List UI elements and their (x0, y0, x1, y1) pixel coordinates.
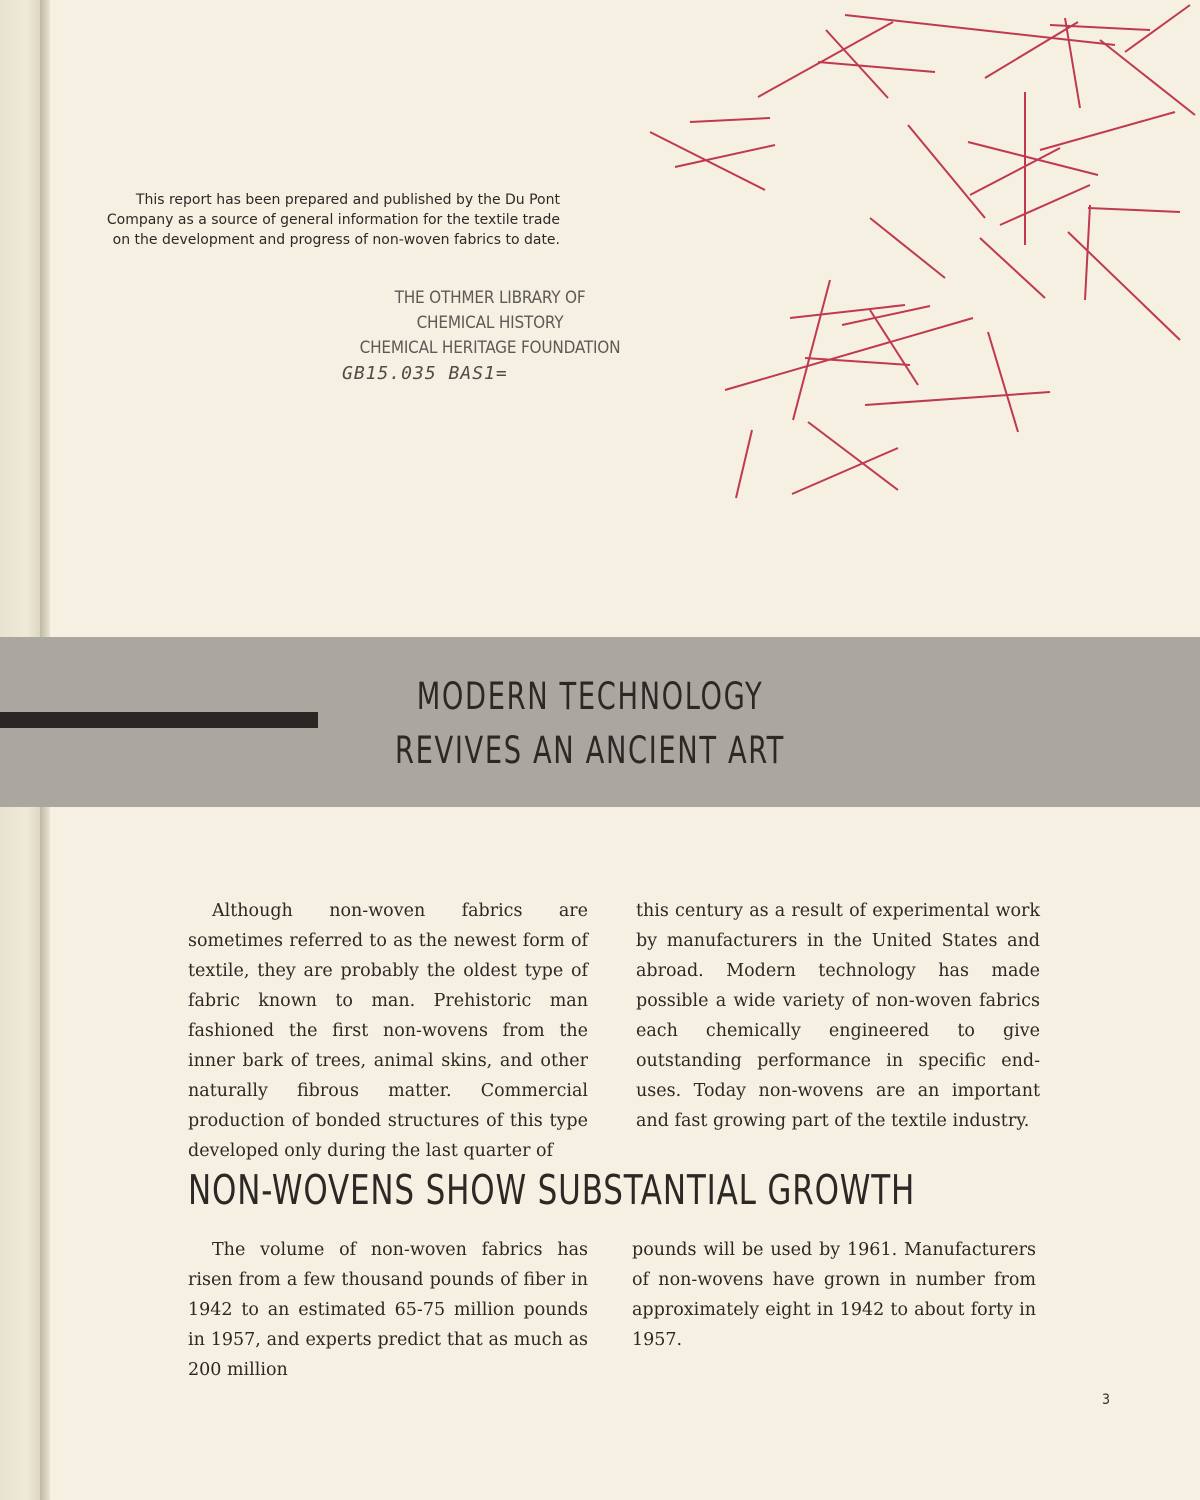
fiber-line (808, 422, 898, 490)
banner-title (320, 670, 860, 778)
fiber-line (908, 125, 985, 218)
section2-column1 (188, 1235, 588, 1385)
stamp-line-3: CHEMICAL HERITAGE FOUNDATION (359, 338, 621, 358)
fiber-line (985, 22, 1078, 78)
intro-note: This report has been prepared and published by the Du Pont Company as a source of general information for the textile trade on the development and progress of non-woven fabrics to date. (106, 192, 560, 248)
fiber-line (1065, 18, 1080, 108)
fiber-line (792, 448, 898, 494)
section1-column2 (636, 896, 1040, 1136)
fiber-line (870, 310, 918, 385)
fiber-line (1088, 208, 1180, 212)
fiber-line (675, 145, 775, 167)
banner-accent-bar (0, 712, 318, 728)
fiber-line (1100, 40, 1195, 115)
banner-title-line-2: REVIVES AN ANCIENT ART (395, 729, 785, 772)
fiber-line (793, 280, 830, 420)
fiber-line (870, 218, 945, 278)
fiber-line (725, 318, 973, 390)
fiber-line (1000, 185, 1090, 225)
section1-column1 (188, 896, 588, 1166)
section2-column2 (632, 1235, 1036, 1355)
page-number: 3 (1102, 1392, 1111, 1408)
library-stamp (330, 286, 650, 386)
fiber-line (845, 15, 1115, 45)
fiber-line (988, 332, 1018, 432)
stamp-line-2: CHEMICAL HISTORY (416, 313, 564, 333)
stamp-line-1: THE OTHMER LIBRARY OF (394, 288, 586, 308)
section1-paragraph-2: this century as a result of experimental work by manufacturers in the United States and abroad. Modern technology has made possible a wide variety of non-woven fabrics each chemically engineered to give outstanding performance in specific end-uses. Today non-wovens are an important and fast growing part of the textile industry. (636, 901, 1040, 1131)
fiber-line (758, 22, 893, 97)
fiber-line (650, 132, 765, 190)
fiber-line (980, 238, 1045, 298)
banner-title-line-1: MODERN TECHNOLOGY (416, 675, 764, 718)
fiber-line (736, 430, 752, 498)
handwritten-call-number: GB15.035 BAS1= (342, 363, 508, 384)
fiber-line (865, 392, 1050, 405)
fiber-line (968, 142, 1098, 175)
fiber-line (818, 62, 935, 72)
section2-paragraph-2: pounds will be used by 1961. Manufacturers of non-wovens have grown in number from approximately eight in 1942 to about forty in 1957. (632, 1240, 1036, 1350)
section2-paragraph-1: The volume of non-woven fabrics has risen from a few thousand pounds of fiber in 1942 to an estimated 65-75 million pounds in 1957, and experts predict that as much as 200 million (188, 1240, 588, 1380)
fiber-line (842, 306, 930, 325)
section1-paragraph-1: Although non-woven fabrics are sometimes referred to as the newest form of textile, they are probably the oldest type of fabric known to man. Prehistoric man fashioned the first non-wovens from the inner bark of trees, animal skins, and other naturally fibrous matter. Commercial production of bonded structures of this type developed only during the last quarter of (188, 901, 588, 1161)
fiber-line (690, 118, 770, 122)
fiber-lines (650, 5, 1195, 498)
fiber-line (970, 148, 1060, 195)
section2-heading: NON-WOVENS SHOW SUBSTANTIAL GROWTH (188, 1166, 916, 1214)
fiber-line (1040, 112, 1175, 150)
